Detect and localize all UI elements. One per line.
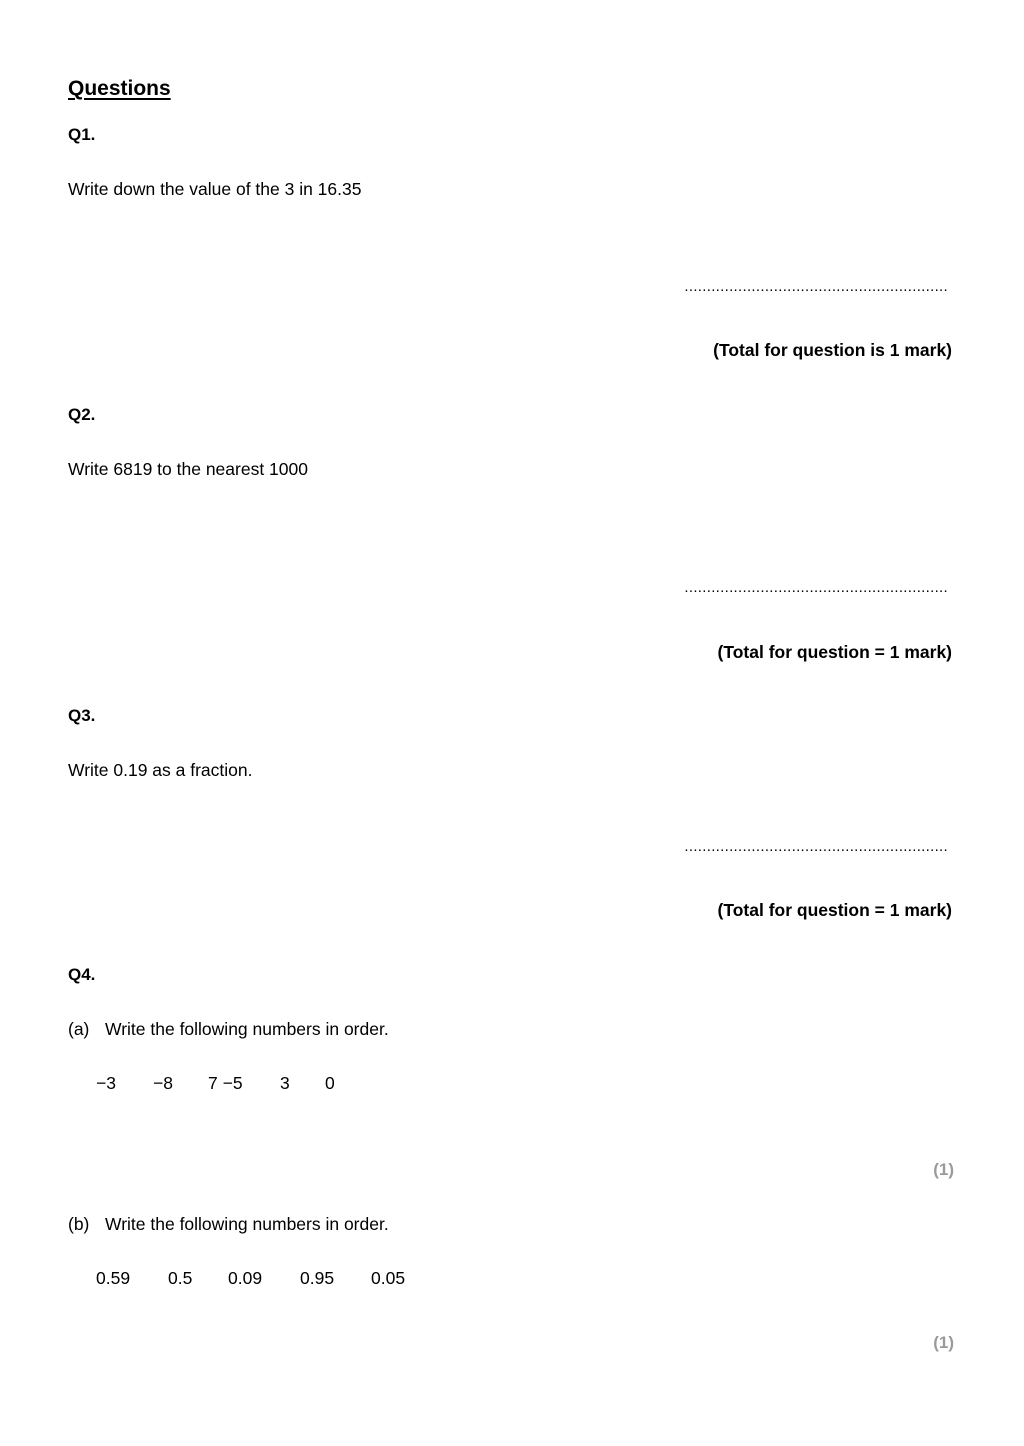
question-4b-mark: (1) bbox=[933, 1333, 954, 1352]
question-4b-label: (b) bbox=[68, 1214, 90, 1234]
question-4a-numbers bbox=[96, 1073, 335, 1094]
number-item: 0.5 bbox=[168, 1268, 193, 1288]
question-3-total: (Total for question = 1 mark) bbox=[717, 900, 952, 920]
question-2-number: Q2. bbox=[68, 405, 96, 424]
number-item: 0.59 bbox=[96, 1268, 131, 1288]
question-4a-text: Write the following numbers in order. bbox=[105, 1019, 389, 1039]
question-4-number: Q4. bbox=[68, 965, 96, 984]
number-item: 0.09 bbox=[228, 1268, 263, 1288]
page-heading: Questions bbox=[68, 77, 171, 100]
number-item: 7 −5 bbox=[208, 1073, 243, 1093]
question-2-answer-line[interactable]: ........................................................... bbox=[684, 579, 948, 596]
number-item: 0.95 bbox=[300, 1268, 335, 1288]
question-4b-numbers bbox=[96, 1268, 405, 1289]
question-1-answer-line[interactable]: ........................................................... bbox=[684, 278, 948, 295]
question-1-total: (Total for question is 1 mark) bbox=[713, 340, 952, 360]
question-4b-text: Write the following numbers in order. bbox=[105, 1214, 389, 1234]
number-item: 3 bbox=[280, 1073, 290, 1093]
question-3-text: Write 0.19 as a fraction. bbox=[68, 760, 253, 780]
question-4a-label: (a) bbox=[68, 1019, 90, 1039]
question-3-number: Q3. bbox=[68, 706, 96, 725]
question-2-text: Write 6819 to the nearest 1000 bbox=[68, 459, 308, 479]
question-1-number: Q1. bbox=[68, 125, 96, 144]
question-4a-mark: (1) bbox=[933, 1160, 954, 1179]
number-item: 0.05 bbox=[371, 1268, 406, 1288]
number-item: 0 bbox=[325, 1073, 335, 1093]
question-1-text: Write down the value of the 3 in 16.35 bbox=[68, 179, 362, 199]
number-item: −3 bbox=[96, 1073, 116, 1093]
question-3-answer-line[interactable]: ........................................................... bbox=[684, 838, 948, 855]
question-2-total: (Total for question = 1 mark) bbox=[717, 642, 952, 662]
number-item: −8 bbox=[153, 1073, 173, 1093]
